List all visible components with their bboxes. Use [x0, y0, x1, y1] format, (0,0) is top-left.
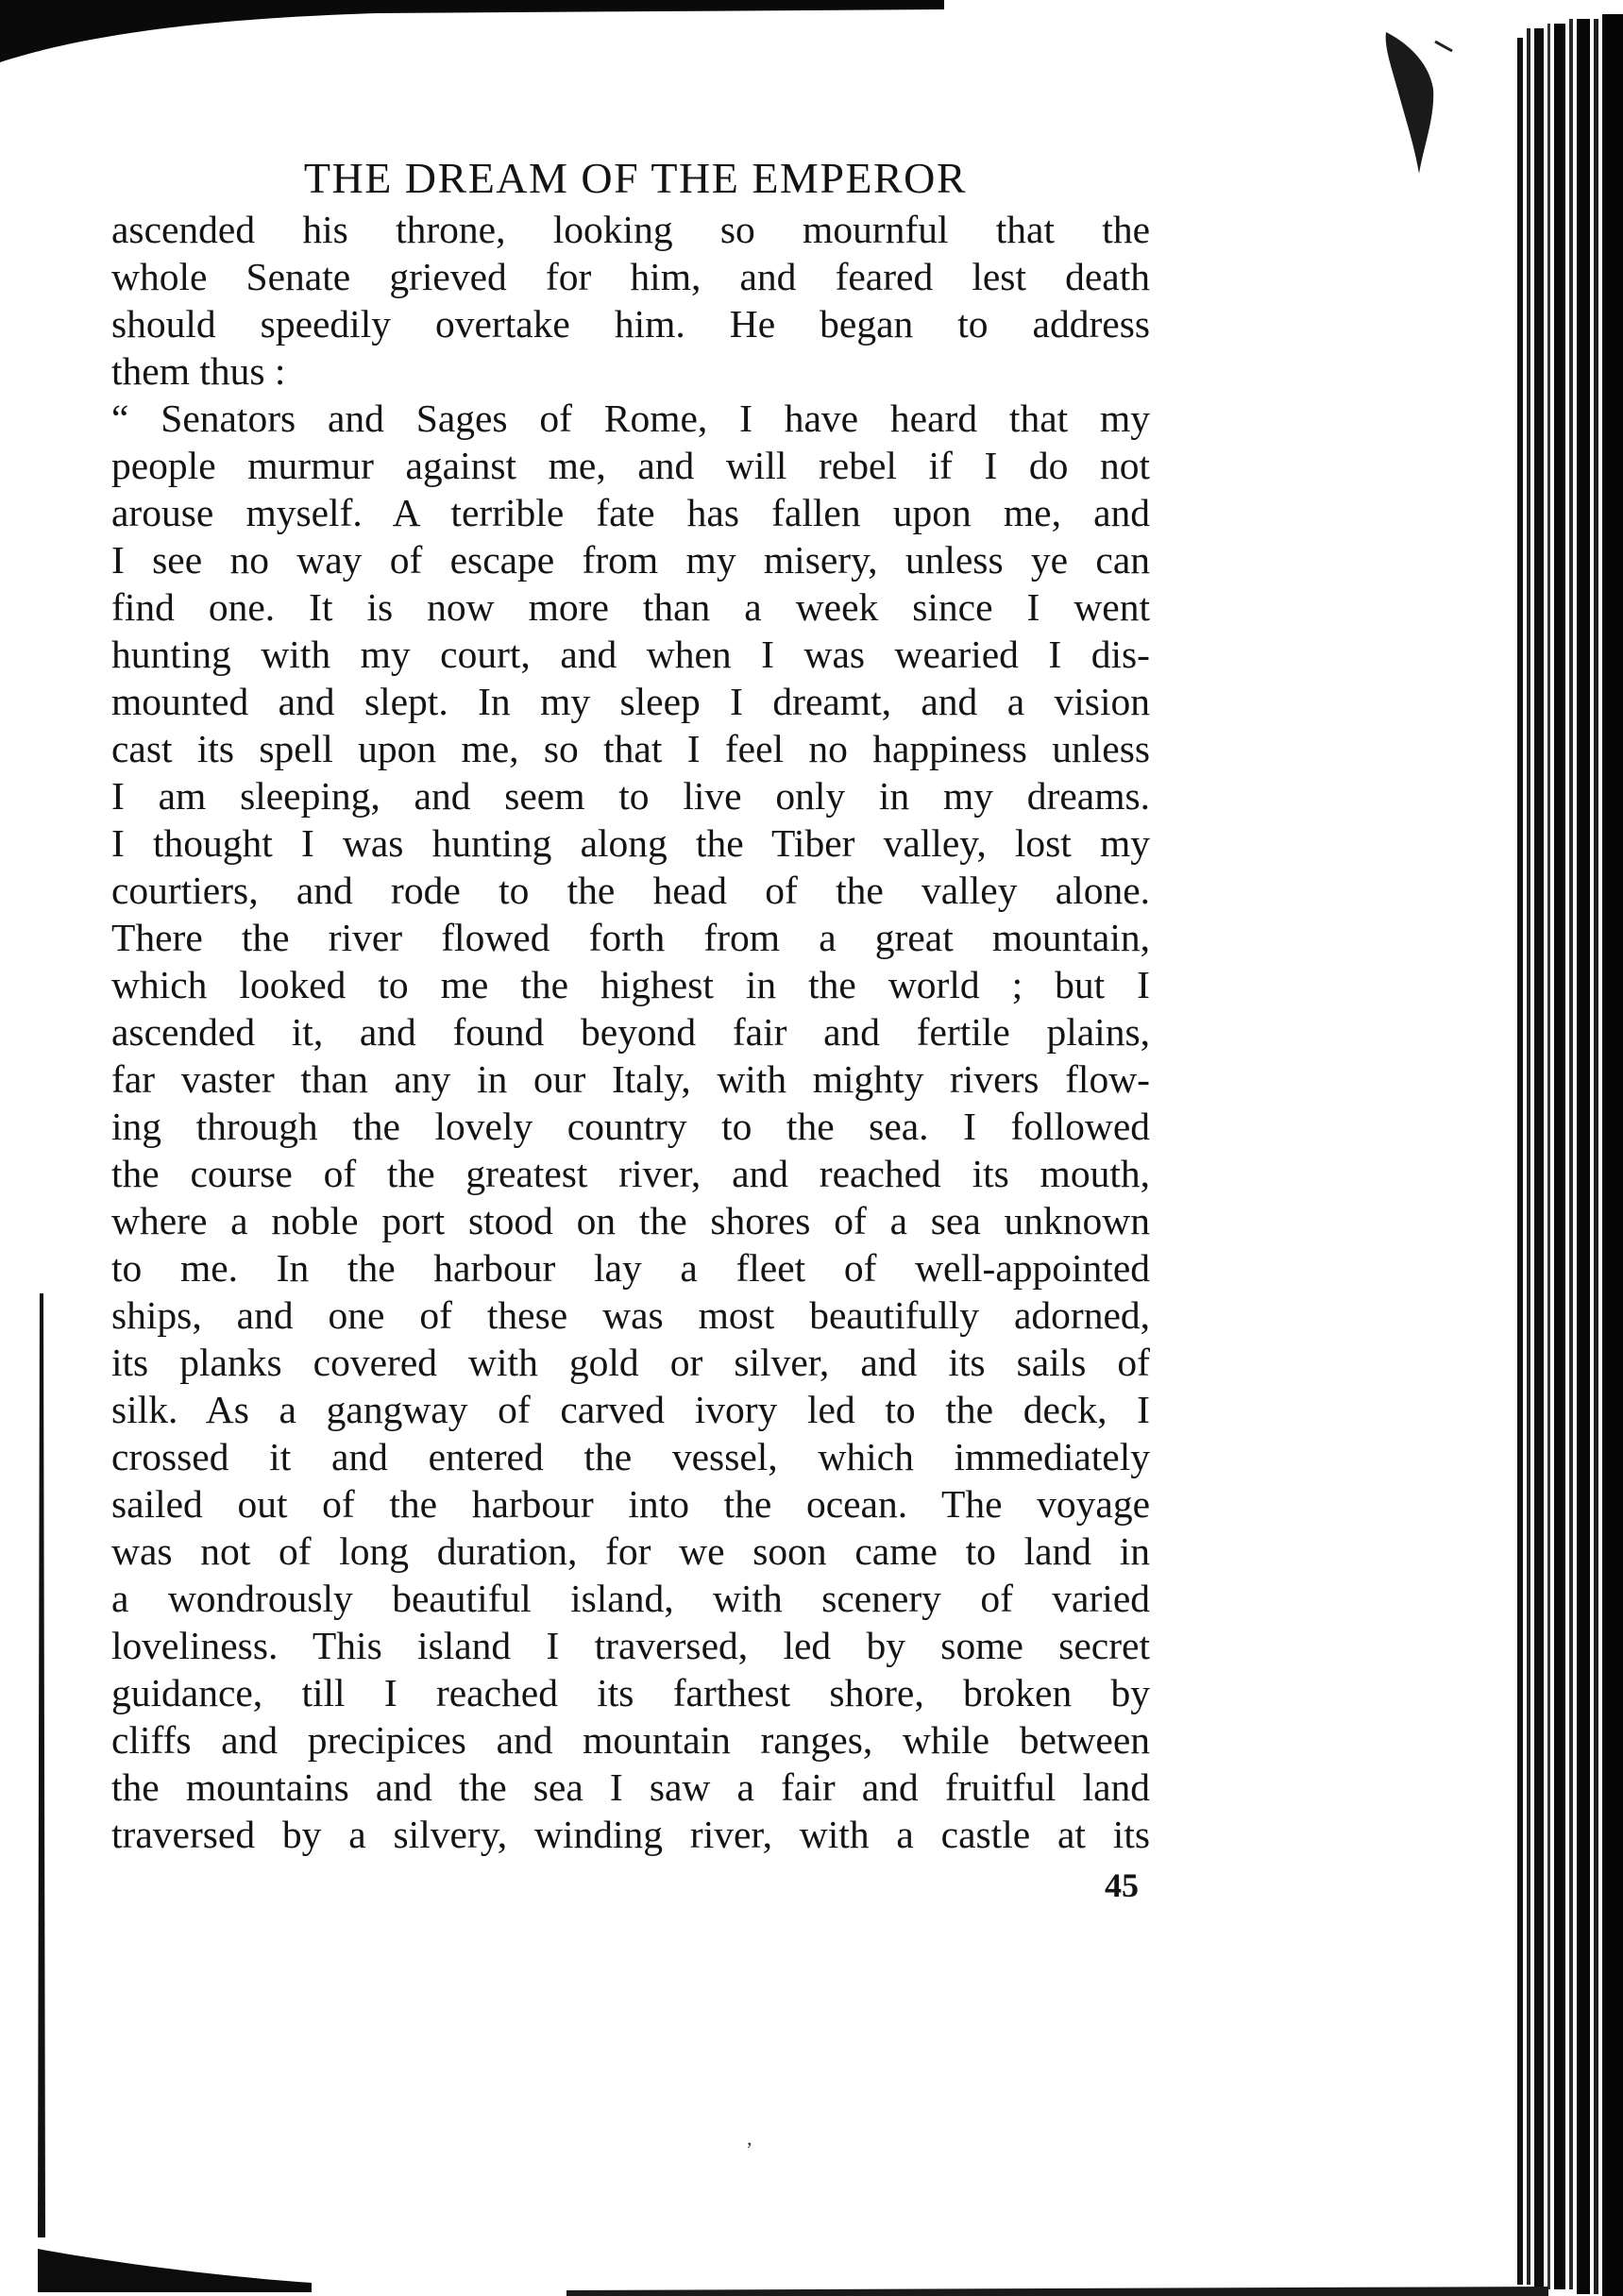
text-line: courtiers, and rode to the head of the valley alone.	[111, 869, 1150, 912]
text-line: to me. In the harbour lay a fleet of well-appointed	[111, 1246, 1150, 1290]
text-line: I am sleeping, and seem to live only in my dreams.	[111, 774, 1150, 818]
text-line: I thought I was hunting along the Tiber valley, lost my	[111, 821, 1150, 865]
text-line: a wondrously beautiful island, with scenery of varied	[111, 1577, 1150, 1620]
text-line: hunting with my court, and when I was wearied I dis-	[111, 633, 1150, 676]
body-text	[111, 206, 1150, 1858]
text-line: people murmur against me, and will rebel if I do not	[111, 444, 1150, 487]
text-line: guidance, till I reached its farthest shore, broken by	[111, 1671, 1150, 1714]
binding-edge	[1510, 0, 1623, 2296]
text-line: ing through the lovely country to the sea. I followed	[111, 1105, 1150, 1148]
scan-edge-bottom	[0, 2211, 1623, 2296]
text-line: them thus :	[111, 349, 286, 393]
text-line: cliffs and precipices and mountain ranges, while between	[111, 1718, 1150, 1762]
text-line: loveliness. This island I traversed, led by some secret	[111, 1624, 1150, 1667]
text-line: “ Senators and Sages of Rome, I have heard that my	[111, 397, 1150, 440]
text-line: arouse myself. A terrible fate has fallen upon me, and	[111, 491, 1150, 534]
ink-smudge	[1377, 23, 1462, 183]
ink-speck: ‚	[746, 2126, 753, 2150]
text-line: silk. As a gangway of carved ivory led to the deck, I	[111, 1388, 1150, 1431]
text-line: There the river flowed forth from a great mountain,	[111, 916, 1150, 959]
text-line: its planks covered with gold or silver, and its sails of	[111, 1341, 1150, 1384]
text-line: whole Senate grieved for him, and feared lest death	[111, 255, 1150, 298]
text-line: I see no way of escape from my misery, unless ye can	[111, 538, 1150, 582]
scan-edge-left	[36, 1293, 49, 2237]
text-line: crossed it and entered the vessel, which immediately	[111, 1435, 1150, 1478]
text-line: should speedily overtake him. He began to address	[111, 302, 1150, 346]
running-head: THE DREAM OF THE EMPEROR	[303, 154, 968, 202]
text-line: was not of long duration, for we soon came to land in	[111, 1529, 1150, 1573]
text-line: ships, and one of these was most beautifully adorned,	[111, 1293, 1150, 1337]
text-line: sailed out of the harbour into the ocean. The voyage	[111, 1482, 1150, 1526]
scan-edge-top	[0, 0, 944, 64]
text-line: mounted and slept. In my sleep I dreamt, and a vision	[111, 680, 1150, 723]
text-line: ascended his throne, looking so mournful that the	[111, 208, 1150, 251]
text-line: ascended it, and found beyond fair and fertile plains,	[111, 1010, 1150, 1054]
text-line: cast its spell upon me, so that I feel no happiness unless	[111, 727, 1150, 770]
text-line: where a noble port stood on the shores of a sea unknown	[111, 1199, 1150, 1242]
page-number: 45	[1105, 1866, 1139, 1904]
text-line: find one. It is now more than a week since I went	[111, 585, 1150, 629]
text-line: which looked to me the highest in the world ; but I	[111, 963, 1150, 1006]
text-line: the course of the greatest river, and reached its mouth,	[111, 1152, 1150, 1195]
text-line: far vaster than any in our Italy, with mighty rivers flow-	[111, 1057, 1150, 1101]
text-line: traversed by a silvery, winding river, with a castle at its	[111, 1813, 1150, 1856]
text-line: the mountains and the sea I saw a fair and fruitful land	[111, 1765, 1150, 1809]
